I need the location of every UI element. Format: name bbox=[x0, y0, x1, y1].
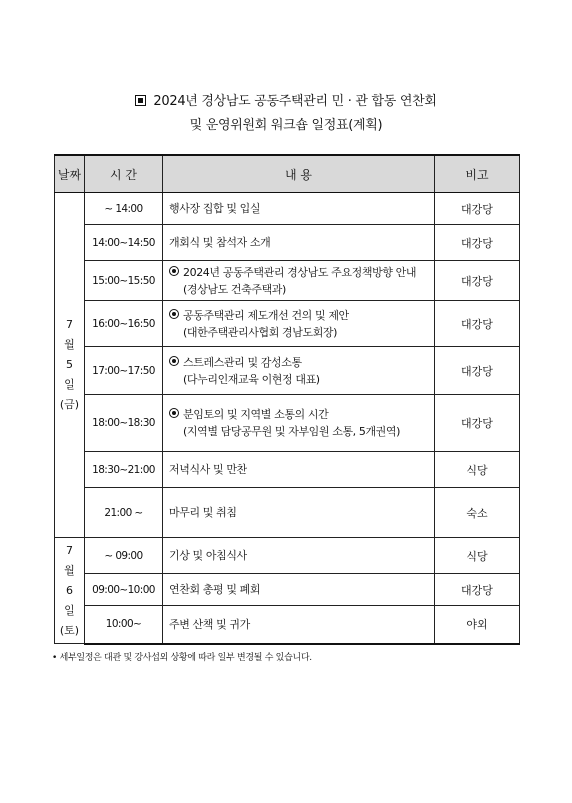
title-text-1: 2024년 경상남도 공동주택관리 민 · 관 합동 연찬회 bbox=[153, 94, 437, 109]
row-content: 행사장 집합 및 입실 bbox=[163, 193, 435, 225]
row-time: 18:00~18:30 bbox=[85, 395, 163, 452]
table-row bbox=[55, 538, 520, 574]
row-content: 주변 산책 및 귀가 bbox=[163, 606, 435, 644]
table-row bbox=[55, 347, 520, 395]
row-content-main: 분임토의 및 지역별 소통의 시간 bbox=[183, 408, 329, 421]
circle-bullet-icon bbox=[169, 408, 179, 418]
row-content bbox=[163, 301, 435, 347]
document-title-line1 bbox=[0, 90, 572, 109]
table-row bbox=[55, 488, 520, 538]
day2-weekday: (토) bbox=[59, 623, 80, 637]
header-date: 날짜 bbox=[55, 155, 85, 193]
row-note: 식당 bbox=[435, 538, 520, 574]
table-row bbox=[55, 193, 520, 225]
row-note: 대강당 bbox=[435, 347, 520, 395]
row-note: 대강당 bbox=[435, 261, 520, 301]
row-time: 10:00~ bbox=[85, 606, 163, 644]
row-time: 14:00~14:50 bbox=[85, 225, 163, 261]
day1-day: 5 bbox=[66, 358, 73, 371]
row-content-main: 스트레스관리 및 감성소통 bbox=[183, 355, 302, 369]
table-row bbox=[55, 395, 520, 452]
row-time: ~ 14:00 bbox=[85, 193, 163, 225]
schedule-table bbox=[54, 154, 520, 645]
table-row bbox=[55, 301, 520, 347]
row-time: 18:30~21:00 bbox=[85, 452, 163, 488]
row-content-sub: (다누리인재교육 이현정 대표) bbox=[183, 372, 320, 386]
header-time: 시 간 bbox=[85, 155, 163, 193]
header-note: 비고 bbox=[435, 155, 520, 193]
day1-month: 7 bbox=[66, 318, 73, 331]
row-note: 대강당 bbox=[435, 225, 520, 261]
footnote: • 세부일정은 대관 및 강사섭외 상황에 따라 일부 변경될 수 있습니다. bbox=[52, 653, 312, 663]
day1-day-unit: 일 bbox=[64, 378, 75, 391]
circle-bullet-icon bbox=[169, 309, 179, 319]
table-row bbox=[55, 574, 520, 606]
row-note: 대강당 bbox=[435, 301, 520, 347]
row-content-sub: (경상남도 건축주택과) bbox=[183, 282, 286, 296]
row-note: 야외 bbox=[435, 606, 520, 644]
table-row bbox=[55, 452, 520, 488]
row-content bbox=[163, 347, 435, 395]
row-content bbox=[163, 395, 435, 452]
day2-month-unit: 월 bbox=[64, 563, 75, 577]
row-note: 식당 bbox=[435, 452, 520, 488]
row-note: 숙소 bbox=[435, 488, 520, 538]
table-header-row bbox=[55, 155, 520, 193]
table-row bbox=[55, 261, 520, 301]
day1-month-unit: 월 bbox=[64, 338, 75, 351]
row-time: 16:00~16:50 bbox=[85, 301, 163, 347]
date-cell-day1 bbox=[55, 193, 85, 538]
day2-month: 7 bbox=[66, 543, 73, 557]
square-bullet-icon bbox=[135, 95, 146, 106]
row-content-sub: (지역별 담당공무원 및 자부임원 소통, 5개권역) bbox=[183, 425, 401, 438]
table-row bbox=[55, 606, 520, 644]
row-content: 연찬회 총평 및 폐회 bbox=[163, 574, 435, 606]
row-time: 09:00~10:00 bbox=[85, 574, 163, 606]
row-content: 개회식 및 참석자 소개 bbox=[163, 225, 435, 261]
circle-bullet-icon bbox=[169, 356, 179, 366]
row-content bbox=[163, 261, 435, 301]
row-note: 대강당 bbox=[435, 574, 520, 606]
row-note: 대강당 bbox=[435, 395, 520, 452]
row-time: 15:00~15:50 bbox=[85, 261, 163, 301]
row-time: 17:00~17:50 bbox=[85, 347, 163, 395]
row-note: 대강당 bbox=[435, 193, 520, 225]
row-content-main: 2024년 공동주택관리 경상남도 주요정책방향 안내 bbox=[183, 265, 417, 279]
row-content: 마무리 및 취침 bbox=[163, 488, 435, 538]
row-content: 기상 및 아침식사 bbox=[163, 538, 435, 574]
table-row bbox=[55, 225, 520, 261]
day2-day-unit: 일 bbox=[64, 603, 75, 617]
document-title-line2: 및 운영위원회 워크숍 일정표(계획) bbox=[189, 118, 383, 133]
row-content-sub: (대한주택관리사협회 경남도회장) bbox=[183, 325, 338, 339]
row-time: ~ 09:00 bbox=[85, 538, 163, 574]
day2-day: 6 bbox=[66, 583, 73, 597]
circle-bullet-icon bbox=[169, 266, 179, 276]
day1-weekday: (금) bbox=[59, 398, 80, 411]
date-cell-day2 bbox=[55, 538, 85, 644]
row-content: 저녁식사 및 만찬 bbox=[163, 452, 435, 488]
row-content-main: 공동주택관리 제도개선 건의 및 제안 bbox=[183, 308, 349, 322]
row-time: 21:00 ~ bbox=[85, 488, 163, 538]
header-content: 내 용 bbox=[163, 155, 435, 193]
